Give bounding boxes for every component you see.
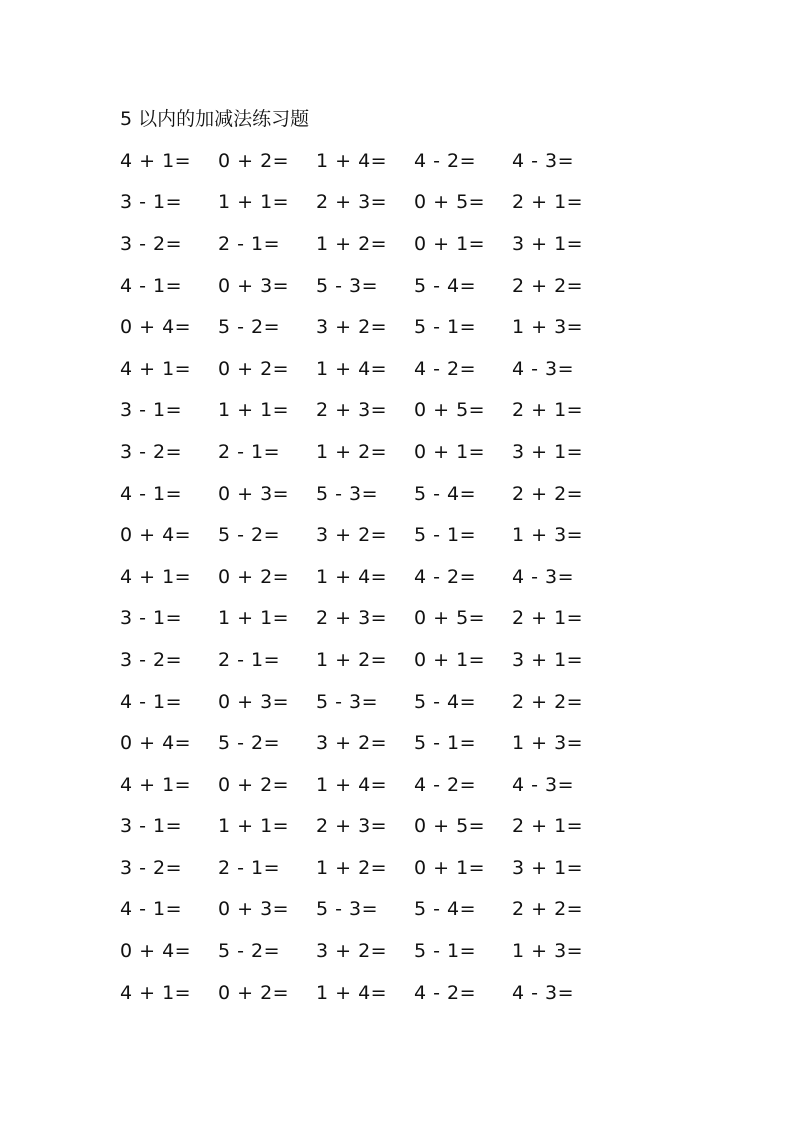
problem-cell: 4 + 1=: [120, 149, 192, 172]
problem-row: [120, 556, 620, 598]
problem-row: [120, 972, 620, 1014]
problem-cell: 5 - 1=: [414, 940, 477, 963]
problem-row: [120, 889, 620, 931]
problem-cell: 0 + 5=: [414, 191, 486, 214]
problem-cell: 1 + 2=: [316, 648, 388, 671]
problem-cell: 1 + 2=: [316, 232, 388, 255]
problem-cell: 1 + 3=: [512, 940, 584, 963]
problem-cell: 0 + 1=: [414, 232, 486, 255]
problem-cell: 3 - 1=: [120, 399, 183, 422]
problem-cell: 0 + 2=: [218, 565, 290, 588]
problem-cell: 2 - 1=: [218, 648, 281, 671]
problem-cell: 4 - 2=: [414, 773, 477, 796]
problem-row: [120, 598, 620, 640]
problem-cell: 2 + 3=: [316, 815, 388, 838]
problem-cell: 1 + 1=: [218, 607, 290, 630]
problem-cell: 3 - 2=: [120, 648, 183, 671]
problem-cell: 0 + 3=: [218, 482, 290, 505]
problem-cell: 5 - 4=: [414, 898, 477, 921]
problem-cell: 3 + 1=: [512, 232, 584, 255]
problem-cell: 4 - 1=: [120, 482, 183, 505]
problem-row: [120, 140, 620, 182]
problem-cell: 3 + 2=: [316, 316, 388, 339]
problem-cell: 0 + 2=: [218, 773, 290, 796]
problem-cell: 0 + 1=: [414, 856, 486, 879]
problem-cell: 0 + 2=: [218, 981, 290, 1004]
problem-cell: 3 + 2=: [316, 524, 388, 547]
problem-cell: 0 + 4=: [120, 524, 192, 547]
problem-row: [120, 847, 620, 889]
problem-row: [120, 930, 620, 972]
problem-cell: 1 + 2=: [316, 440, 388, 463]
problem-cell: 4 - 3=: [512, 565, 575, 588]
problem-row: [120, 722, 620, 764]
problem-cell: 0 + 4=: [120, 316, 192, 339]
problem-cell: 5 - 1=: [414, 316, 477, 339]
problem-cell: 2 - 1=: [218, 232, 281, 255]
problem-row: [120, 182, 620, 224]
problem-cell: 2 + 2=: [512, 690, 584, 713]
problem-cell: 0 + 3=: [218, 898, 290, 921]
problem-cell: 3 - 2=: [120, 232, 183, 255]
problem-cell: 0 + 1=: [414, 648, 486, 671]
problem-cell: 1 + 4=: [316, 981, 388, 1004]
problem-cell: 1 + 1=: [218, 191, 290, 214]
problem-cell: 5 - 2=: [218, 732, 281, 755]
problem-cell: 5 - 1=: [414, 732, 477, 755]
problem-cell: 1 + 4=: [316, 149, 388, 172]
problem-cell: 1 + 4=: [316, 773, 388, 796]
problem-row: [120, 681, 620, 723]
problem-row: [120, 639, 620, 681]
problem-cell: 4 - 3=: [512, 981, 575, 1004]
problem-cell: 3 + 2=: [316, 732, 388, 755]
problem-cell: 2 - 1=: [218, 440, 281, 463]
problem-cell: 3 + 1=: [512, 856, 584, 879]
problem-cell: 4 + 1=: [120, 357, 192, 380]
problem-cell: 1 + 4=: [316, 565, 388, 588]
problem-cell: 1 + 1=: [218, 399, 290, 422]
problem-cell: 0 + 4=: [120, 732, 192, 755]
problem-cell: 5 - 3=: [316, 898, 379, 921]
problem-cell: 4 - 3=: [512, 773, 575, 796]
problem-cell: 2 + 1=: [512, 815, 584, 838]
problem-cell: 2 + 1=: [512, 607, 584, 630]
problem-cell: 4 - 1=: [120, 898, 183, 921]
problem-cell: 2 + 3=: [316, 607, 388, 630]
problem-cell: 3 - 1=: [120, 191, 183, 214]
problem-cell: 2 + 1=: [512, 399, 584, 422]
problem-cell: 3 + 1=: [512, 648, 584, 671]
problem-row: [120, 306, 620, 348]
problem-row: [120, 473, 620, 515]
problem-row: [120, 764, 620, 806]
problem-cell: 2 - 1=: [218, 856, 281, 879]
problem-cell: 4 - 1=: [120, 274, 183, 297]
problem-cell: 5 - 4=: [414, 690, 477, 713]
problem-cell: 5 - 4=: [414, 482, 477, 505]
problem-cell: 4 + 1=: [120, 565, 192, 588]
problem-cell: 5 - 2=: [218, 316, 281, 339]
problem-cell: 2 + 2=: [512, 274, 584, 297]
problem-cell: 4 - 3=: [512, 149, 575, 172]
problem-cell: 0 + 3=: [218, 690, 290, 713]
problem-cell: 0 + 5=: [414, 399, 486, 422]
problem-cell: 4 - 2=: [414, 149, 477, 172]
problem-cell: 3 + 2=: [316, 940, 388, 963]
problem-cell: 2 + 2=: [512, 482, 584, 505]
problem-cell: 5 - 1=: [414, 524, 477, 547]
problem-row: [120, 223, 620, 265]
problem-cell: 1 + 3=: [512, 316, 584, 339]
problem-cell: 4 - 2=: [414, 565, 477, 588]
problem-row: [120, 390, 620, 432]
problem-cell: 5 - 3=: [316, 274, 379, 297]
problem-cell: 2 + 3=: [316, 399, 388, 422]
problem-cell: 0 + 1=: [414, 440, 486, 463]
problem-row: [120, 265, 620, 307]
problem-cell: 1 + 3=: [512, 732, 584, 755]
problem-cell: 0 + 2=: [218, 357, 290, 380]
problem-cell: 5 - 2=: [218, 524, 281, 547]
problem-row: [120, 348, 620, 390]
problem-cell: 5 - 2=: [218, 940, 281, 963]
problem-cell: 4 - 1=: [120, 690, 183, 713]
problem-row: [120, 806, 620, 848]
problem-cell: 3 - 2=: [120, 440, 183, 463]
problem-cell: 4 - 2=: [414, 357, 477, 380]
problem-cell: 0 + 5=: [414, 815, 486, 838]
problem-cell: 4 + 1=: [120, 981, 192, 1004]
problem-cell: 3 - 1=: [120, 607, 183, 630]
problem-cell: 2 + 2=: [512, 898, 584, 921]
problem-cell: 4 + 1=: [120, 773, 192, 796]
problem-cell: 3 + 1=: [512, 440, 584, 463]
problem-cell: 4 - 2=: [414, 981, 477, 1004]
problem-cell: 1 + 4=: [316, 357, 388, 380]
problem-row: [120, 514, 620, 556]
problem-cell: 1 + 2=: [316, 856, 388, 879]
problem-cell: 4 - 3=: [512, 357, 575, 380]
problem-cell: 2 + 1=: [512, 191, 584, 214]
problem-grid: [120, 140, 620, 1013]
problem-cell: 5 - 3=: [316, 690, 379, 713]
problem-cell: 5 - 3=: [316, 482, 379, 505]
problem-cell: 3 - 2=: [120, 856, 183, 879]
problem-row: [120, 431, 620, 473]
problem-cell: 5 - 4=: [414, 274, 477, 297]
problem-cell: 0 + 3=: [218, 274, 290, 297]
problem-cell: 0 + 4=: [120, 940, 192, 963]
problem-cell: 1 + 3=: [512, 524, 584, 547]
problem-cell: 3 - 1=: [120, 815, 183, 838]
problem-cell: 0 + 2=: [218, 149, 290, 172]
worksheet-title: 5 以内的加减法练习题: [120, 108, 310, 130]
problem-cell: 2 + 3=: [316, 191, 388, 214]
problem-cell: 0 + 5=: [414, 607, 486, 630]
problem-cell: 1 + 1=: [218, 815, 290, 838]
